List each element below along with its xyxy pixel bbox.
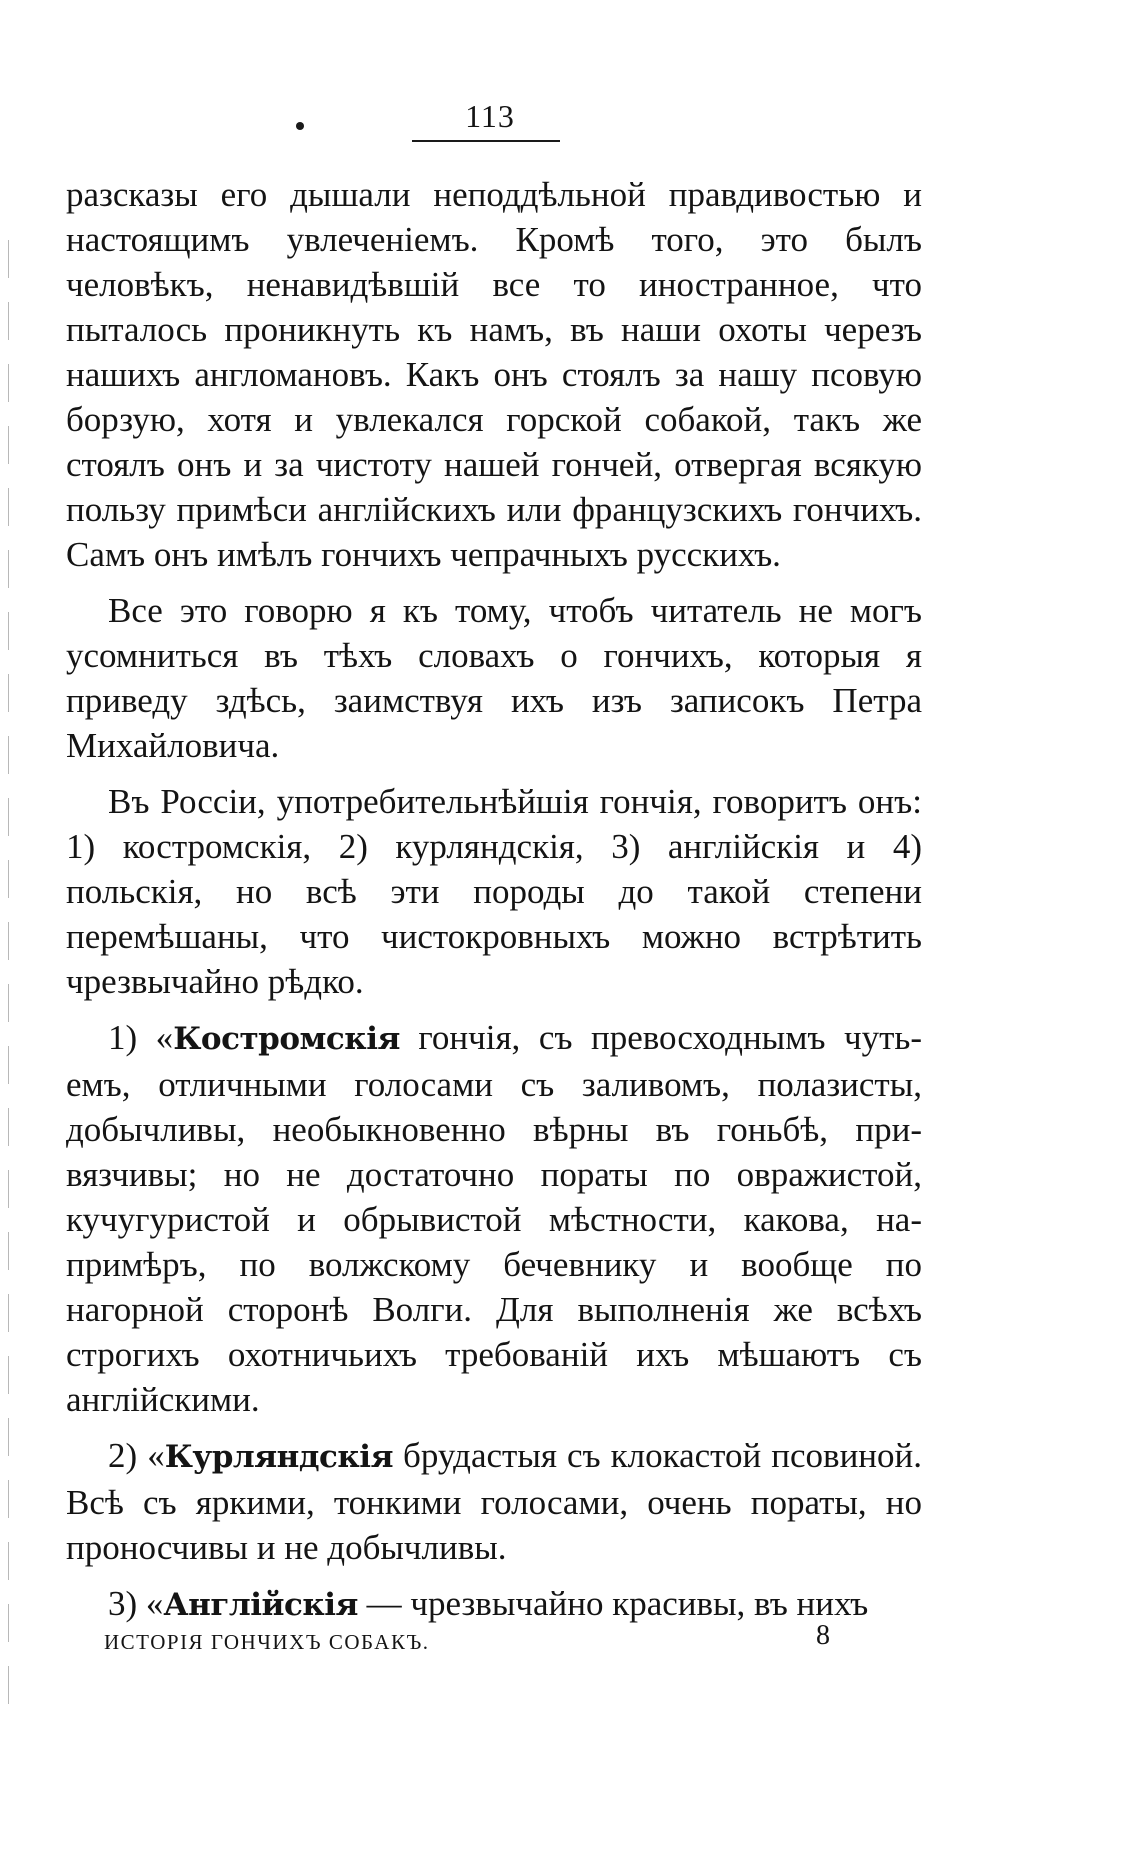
text-segment: 2) «	[108, 1436, 165, 1475]
page-number: 113	[465, 98, 515, 134]
breed-name: Курляндскія	[164, 1439, 393, 1475]
text-segment: разсказы его дышали неподдѣльной правдивостью и настоящимъ увлеченіемъ. Кромѣ того, это былъ человѣкъ, ненавидѣвшій все то иностранное, что пыталось проникнуть къ намъ, въ наши охоты черезъ нашихъ англомановъ. Какъ онъ стоялъ за нашу псовую борзую, хотя и увлекался горской собакой, такъ же стоялъ онъ и за чистоту нашей гончей, отвергая всякую пользу примѣси англійскихъ или французскихъ гончихъ. Самъ онъ имѣлъ гончихъ чепрачныхъ русскихъ.	[66, 175, 922, 574]
signature-number: 8	[816, 1620, 830, 1651]
header-rule	[412, 140, 560, 142]
gutter-shadow	[8, 240, 9, 1720]
page-header	[0, 96, 1140, 148]
text-segment: гончія, съ превосходнымъ чутьемъ, отличными голосами съ заливомъ, полазисты, добычливы, необыкновенно вѣрны въ гоньбѣ, привязчивы; но не достаточно пораты по овражистой, кучугуристой и обрывистой мѣстности, какова, напримѣръ, по волжскому бечевнику и вообще по нагорной сторонѣ Волги. Для выполненія же всѣхъ строгихъ охотничьихъ требованій ихъ мѣшаютъ съ англійскими.	[66, 1018, 922, 1419]
paragraph-breeds-intro	[66, 779, 922, 1004]
text-segment: брудастыя съ клокастой псовиной. Всѣ съ яркими, тонкими голосами, очень пораты, но проносчивы и не добычливы.	[66, 1436, 923, 1567]
text-segment: — чрезвычайно красивы, въ нихъ	[357, 1584, 869, 1623]
text-segment: 1) «	[108, 1018, 174, 1057]
text-segment: 3) «	[108, 1584, 164, 1623]
breed-name: Англійскія	[163, 1587, 358, 1623]
text-segment: Все это говорю я къ тому, чтобъ читатель не могъ усомниться въ тѣхъ словахъ о гончихъ, которыя я приведу здѣсь, заимствуя ихъ изъ записокъ Петра Михайловича.	[66, 591, 922, 765]
body-text	[66, 172, 922, 1639]
header-dot	[296, 122, 304, 130]
paragraph-courland	[66, 1433, 922, 1570]
breed-name: Костромскія	[173, 1021, 400, 1057]
signature-title: ИСТОРІЯ ГОНЧИХЪ СОБАКЪ.	[104, 1630, 430, 1654]
paragraph-author-note	[66, 588, 922, 768]
paragraph-continuation	[66, 172, 922, 577]
paragraph-kostroma	[66, 1015, 922, 1422]
page-footer	[0, 1620, 1140, 1668]
text-segment: Въ Россіи, употребительнѣйшія гончія, говоритъ онъ: 1) костромскія, 2) курляндскія, 3) англійскія и 4) польскія, но всѣ эти породы до такой степени перемѣшаны, что чистокровныхъ можно встрѣтить чрезвычайно рѣдко.	[66, 782, 922, 1001]
